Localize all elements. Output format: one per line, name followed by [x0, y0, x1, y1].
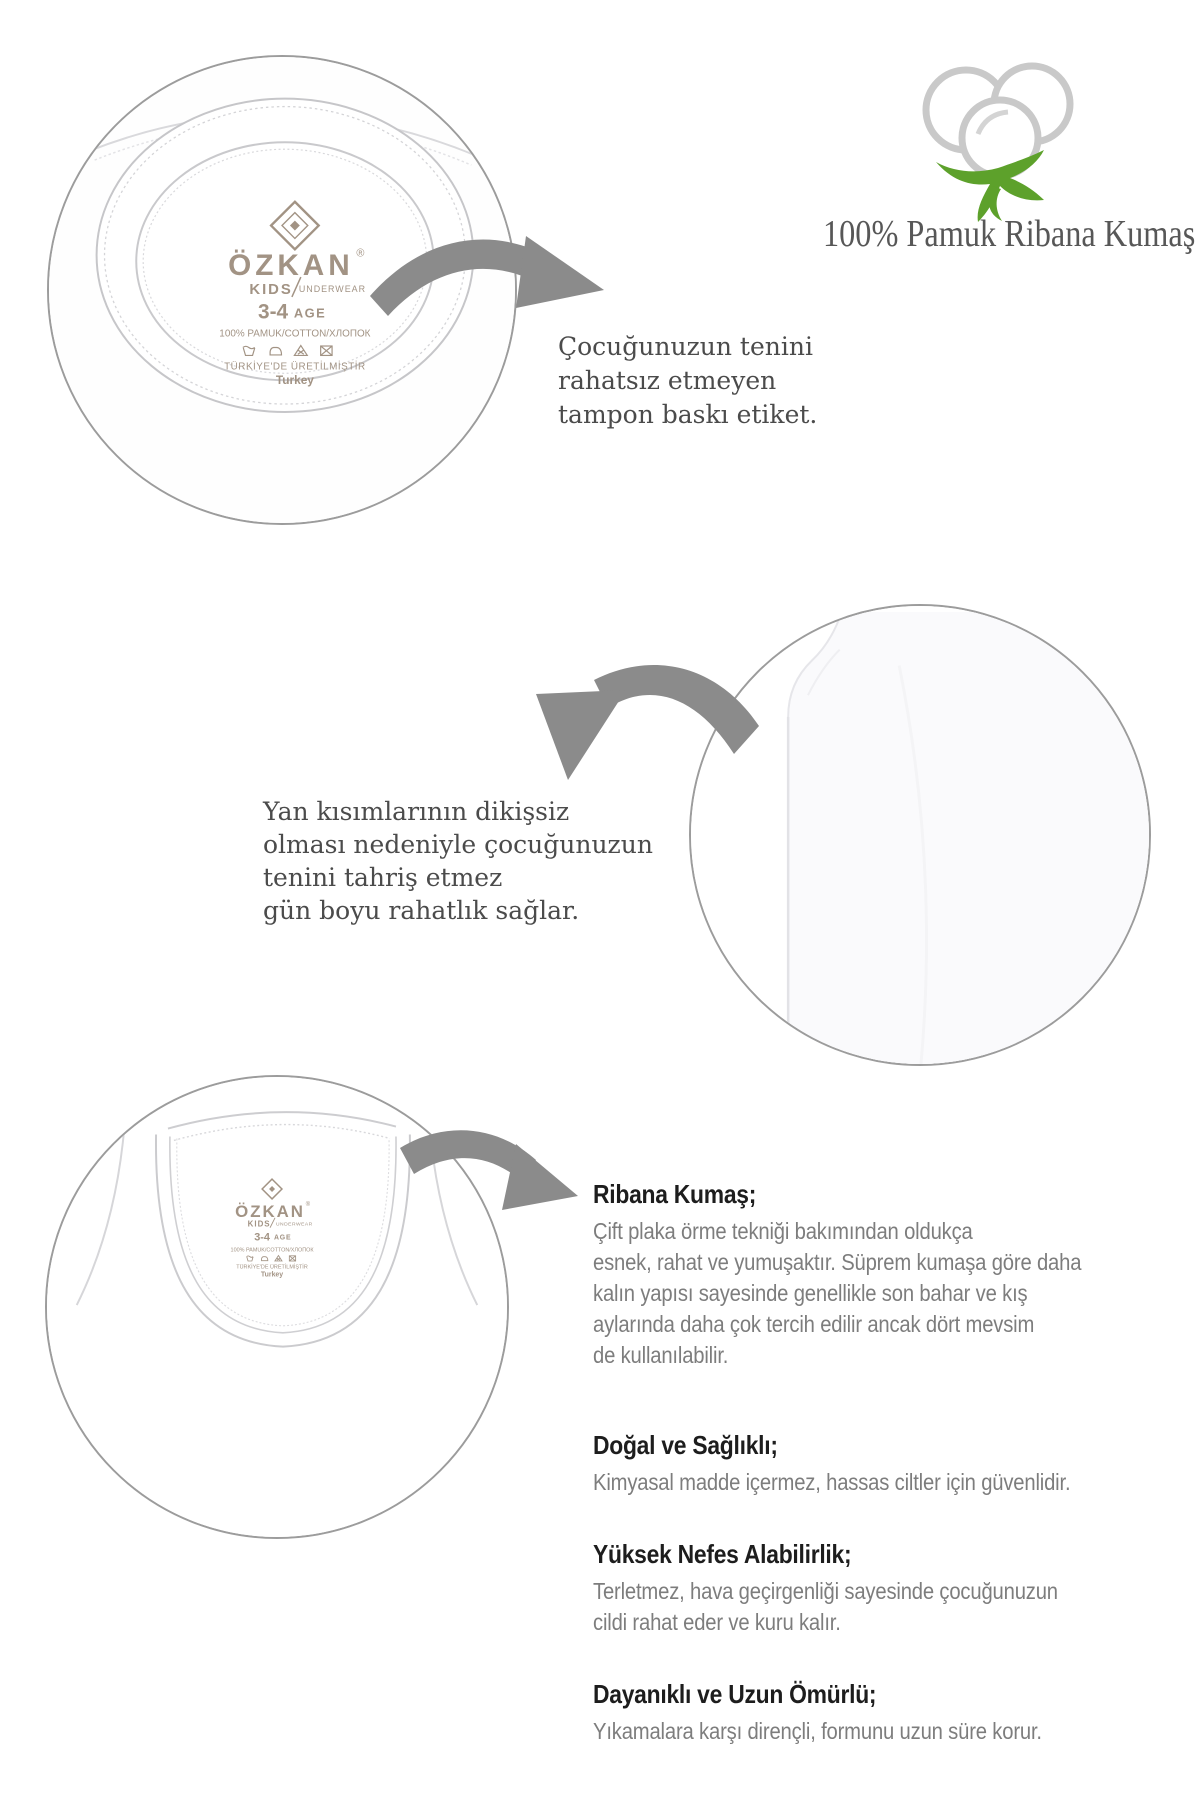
- feature-heading: Doğal ve Sağlıklı;: [593, 1430, 778, 1460]
- curved-arrow-top-icon: [366, 224, 606, 334]
- origin-text-small: TÜRKİYE'DE ÜRETİLMİŞTİR: [236, 1264, 308, 1271]
- size-unit: AGE: [293, 305, 327, 321]
- feature-body: Kimyasal madde içermez, hassas ciltler için güvenlidir.: [593, 1469, 1071, 1495]
- registered-mark-small: ®: [305, 1201, 311, 1208]
- feature-heading: Yüksek Nefes Alabilirlik;: [593, 1539, 852, 1569]
- feature-nefes-alabilirlik: [593, 1538, 1174, 1638]
- label-note: Çocuğunuzun tenini rahatsız etmeyen tampon baskı etiket.: [558, 332, 818, 429]
- feature-dayanikli: [593, 1678, 1174, 1747]
- brand-sub-underwear-small: UNDERWEAR: [276, 1222, 313, 1228]
- feature-heading: Dayanıklı ve Uzun Ömürlü;: [593, 1679, 877, 1709]
- curved-arrow-middle-icon: [528, 630, 763, 800]
- size-value: 3-4: [258, 300, 289, 324]
- brand-sub-kids: KIDS: [249, 281, 293, 298]
- feature-ribana-kumas: [593, 1178, 1174, 1371]
- cotton-flower-icon: [908, 42, 1088, 222]
- origin-en-text: Turkey: [275, 373, 314, 388]
- seamless-note: Yan kısımlarının dikişsiz olması nedeniyle çocuğunuzun tenini tahriş etmez gün boyu rahatlık sağlar.: [263, 797, 653, 925]
- feature-body: Çift plaka örme tekniği bakımından oldukça esnek, rahat ve yumuşaktır. Süprem kumaşa göre daha kalın yapısı sayesinde genellikle son bahar ve kış aylarında daha çok tercih edilir ancak dört mevsim de kullanılabilir.: [593, 1218, 1082, 1368]
- brand-name: ÖZKAN: [228, 249, 354, 283]
- brand-name-small: ÖZKAN: [235, 1201, 305, 1221]
- feature-heading: Ribana Kumaş;: [593, 1179, 757, 1209]
- feature-dogal-saglikli: [593, 1429, 1174, 1498]
- feature-list: [593, 1178, 1174, 1787]
- composition-text: 100% PAMUK/COTTON/ХЛОПОК: [219, 328, 371, 340]
- origin-text: TÜRKİYE'DE ÜRETİLMİŞTİR: [224, 361, 366, 373]
- size-value-small: 3-4: [254, 1231, 271, 1244]
- origin-en-text-small: Turkey: [260, 1271, 284, 1279]
- composition-text-small: 100% PAMUK/COTTON/ХЛОПОК: [230, 1247, 314, 1254]
- brand-sub-underwear: UNDERWEAR: [298, 283, 367, 294]
- registered-mark: ®: [356, 247, 365, 260]
- size-unit-small: AGE: [274, 1234, 292, 1242]
- feature-body: Terletmez, hava geçirgenliği sayesinde çocuğunuzun cildi rahat eder ve kuru kalır.: [593, 1578, 1058, 1635]
- feature-body: Yıkamalara karşı dirençli, formunu uzun süre korur.: [593, 1718, 1042, 1744]
- brand-sub-kids-small: KIDS: [247, 1219, 271, 1229]
- curved-arrow-bottom-icon: [398, 1118, 583, 1238]
- badge-title: 100% Pamuk Ribana Kumaş: [823, 213, 1196, 255]
